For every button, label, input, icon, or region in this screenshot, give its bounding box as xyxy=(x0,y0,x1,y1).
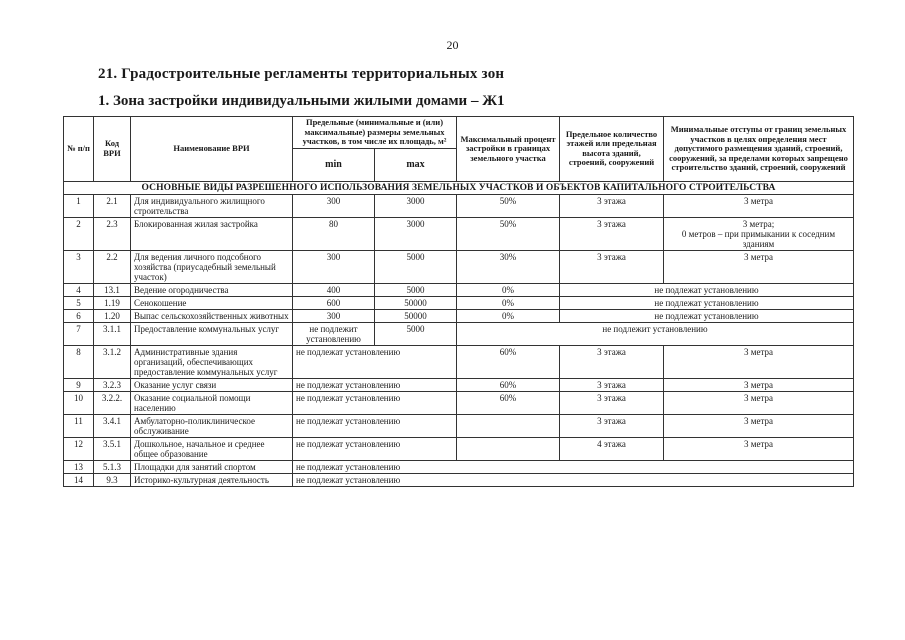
row-floors: 3 этажа xyxy=(560,345,664,378)
table-row xyxy=(64,194,854,217)
row-number: 2 xyxy=(64,217,94,250)
row-merged-value: не подлежат установлению xyxy=(293,460,854,473)
row-name: Для ведения личного подсобного хозяйства (приусадебный земельный участок) xyxy=(131,250,293,283)
row-percent xyxy=(457,414,560,437)
header-area-limits: Предельные (минимальные и (или) максимальные) размеры земельных участков, в том числе их площадь, м² xyxy=(293,117,457,149)
row-setback: 3 метра; 0 метров – при примыкании к соседним зданиям xyxy=(664,217,854,250)
row-number: 10 xyxy=(64,391,94,414)
row-name: Сенокошение xyxy=(131,296,293,309)
table-row xyxy=(64,414,854,437)
table-row xyxy=(64,283,854,296)
row-min: 300 xyxy=(293,250,375,283)
row-percent: 0% xyxy=(457,283,560,296)
row-percent: 60% xyxy=(457,378,560,391)
row-name: Административные здания организаций, обеспечивающих предоставление коммунальных услуг xyxy=(131,345,293,378)
row-setback: 3 метра xyxy=(664,437,854,460)
row-name: Ведение огородничества xyxy=(131,283,293,296)
table-row xyxy=(64,250,854,283)
row-max: 50000 xyxy=(375,309,457,322)
row-min: 300 xyxy=(293,309,375,322)
table-row xyxy=(64,460,854,473)
row-name: Историко-культурная деятельность xyxy=(131,473,293,486)
row-number: 13 xyxy=(64,460,94,473)
row-percent: 0% xyxy=(457,309,560,322)
row-code: 5.1.3 xyxy=(94,460,131,473)
row-code: 13.1 xyxy=(94,283,131,296)
header-floors: Предельное количество этажей или предельная высота зданий, строений, сооружений xyxy=(560,117,664,182)
row-code: 2.3 xyxy=(94,217,131,250)
row-code: 1.20 xyxy=(94,309,131,322)
row-number: 14 xyxy=(64,473,94,486)
row-setback: 3 метра xyxy=(664,250,854,283)
table-row xyxy=(64,437,854,460)
row-name: Амбулаторно-поликлиническое обслуживание xyxy=(131,414,293,437)
row-name: Площадки для занятий спортом xyxy=(131,460,293,473)
row-percent: 60% xyxy=(457,391,560,414)
row-max: 5000 xyxy=(375,322,457,345)
row-floors: 3 этажа xyxy=(560,250,664,283)
row-area-value: не подлежат установлению xyxy=(293,378,457,391)
table-row xyxy=(64,296,854,309)
row-percent: 60% xyxy=(457,345,560,378)
row-code: 2.2 xyxy=(94,250,131,283)
row-percent xyxy=(457,437,560,460)
header-name: Наименование ВРИ xyxy=(131,117,293,182)
row-name: Оказание социальной помощи населению xyxy=(131,391,293,414)
row-number: 11 xyxy=(64,414,94,437)
row-name: Предоставление коммунальных услуг xyxy=(131,322,293,345)
row-area-value: не подлежат установлению xyxy=(293,391,457,414)
table-row xyxy=(64,345,854,378)
header-code: Код ВРИ xyxy=(94,117,131,182)
header-min: min xyxy=(293,148,375,181)
row-merged-value: не подлежат установлению xyxy=(560,296,854,309)
row-max: 50000 xyxy=(375,296,457,309)
row-code: 3.2.3 xyxy=(94,378,131,391)
row-code: 3.1.2 xyxy=(94,345,131,378)
row-code: 3.5.1 xyxy=(94,437,131,460)
zone-heading: 1. Зона застройки индивидуальными жилыми домами – Ж1 xyxy=(98,93,505,109)
row-area-value: не подлежат установлению xyxy=(293,414,457,437)
row-code: 3.1.1 xyxy=(94,322,131,345)
table-row xyxy=(64,391,854,414)
row-floors: 3 этажа xyxy=(560,391,664,414)
regulations-table xyxy=(63,116,854,487)
row-name: Выпас сельскохозяйственных животных xyxy=(131,309,293,322)
row-number: 6 xyxy=(64,309,94,322)
table-row xyxy=(64,309,854,322)
row-number: 5 xyxy=(64,296,94,309)
row-min: 80 xyxy=(293,217,375,250)
row-percent: 30% xyxy=(457,250,560,283)
header-setbacks: Минимальные отступы от границ земельных участков в целях определения мест допустимого размещения зданий, строений, сооружений, за пределами которых запрещено строительство зданий, строений, сооружений xyxy=(664,117,854,182)
row-max: 5000 xyxy=(375,283,457,296)
row-name: Оказание услуг связи xyxy=(131,378,293,391)
row-number: 12 xyxy=(64,437,94,460)
row-merged-value: не подлежат установлению xyxy=(560,283,854,296)
row-min: не подлежит установлению xyxy=(293,322,375,345)
row-max: 3000 xyxy=(375,194,457,217)
row-number: 1 xyxy=(64,194,94,217)
header-num: № п/п xyxy=(64,117,94,182)
row-floors: 3 этажа xyxy=(560,194,664,217)
row-floors: 3 этажа xyxy=(560,378,664,391)
row-number: 8 xyxy=(64,345,94,378)
row-percent: 50% xyxy=(457,217,560,250)
row-min: 300 xyxy=(293,194,375,217)
section-title-row: ОСНОВНЫЕ ВИДЫ РАЗРЕШЕННОГО ИСПОЛЬЗОВАНИЯ ЗЕМЕЛЬНЫХ УЧАСТКОВ И ОБЪЕКТОВ КАПИТАЛЬНОГО СТРОИТЕЛЬСТВА xyxy=(64,181,854,194)
row-area-value: не подлежат установлению xyxy=(293,437,457,460)
table-row xyxy=(64,217,854,250)
row-number: 3 xyxy=(64,250,94,283)
row-number: 4 xyxy=(64,283,94,296)
row-setback: 3 метра xyxy=(664,345,854,378)
row-area-value: не подлежат установлению xyxy=(293,345,457,378)
row-percent: 50% xyxy=(457,194,560,217)
row-floors: 3 этажа xyxy=(560,414,664,437)
table-row xyxy=(64,378,854,391)
row-name: Для индивидуального жилищного строительства xyxy=(131,194,293,217)
table-row xyxy=(64,473,854,486)
row-number: 9 xyxy=(64,378,94,391)
row-number: 7 xyxy=(64,322,94,345)
row-merged-value: не подлежат установлению xyxy=(293,473,854,486)
row-max: 5000 xyxy=(375,250,457,283)
table-row xyxy=(64,322,854,345)
row-name: Блокированная жилая застройка xyxy=(131,217,293,250)
section-heading: 21. Градостроительные регламенты территориальных зон xyxy=(98,66,505,82)
row-code: 1.19 xyxy=(94,296,131,309)
row-max: 3000 xyxy=(375,217,457,250)
page-number: 20 xyxy=(446,38,459,52)
header-max-percent: Максимальный процент застройки в границах земельного участка xyxy=(457,117,560,182)
row-name: Дошкольное, начальное и среднее общее образование xyxy=(131,437,293,460)
row-code: 9.3 xyxy=(94,473,131,486)
row-percent: 0% xyxy=(457,296,560,309)
row-code: 3.4.1 xyxy=(94,414,131,437)
row-setback: 3 метра xyxy=(664,391,854,414)
row-merged-value: не подлежат установлению xyxy=(560,309,854,322)
row-merged-value: не подлежит установлению xyxy=(457,322,854,345)
row-min: 400 xyxy=(293,283,375,296)
row-setback: 3 метра xyxy=(664,194,854,217)
row-setback: 3 метра xyxy=(664,414,854,437)
row-min: 600 xyxy=(293,296,375,309)
header-max: max xyxy=(375,148,457,181)
row-code: 3.2.2. xyxy=(94,391,131,414)
row-floors: 3 этажа xyxy=(560,217,664,250)
row-setback: 3 метра xyxy=(664,378,854,391)
row-code: 2.1 xyxy=(94,194,131,217)
row-floors: 4 этажа xyxy=(560,437,664,460)
